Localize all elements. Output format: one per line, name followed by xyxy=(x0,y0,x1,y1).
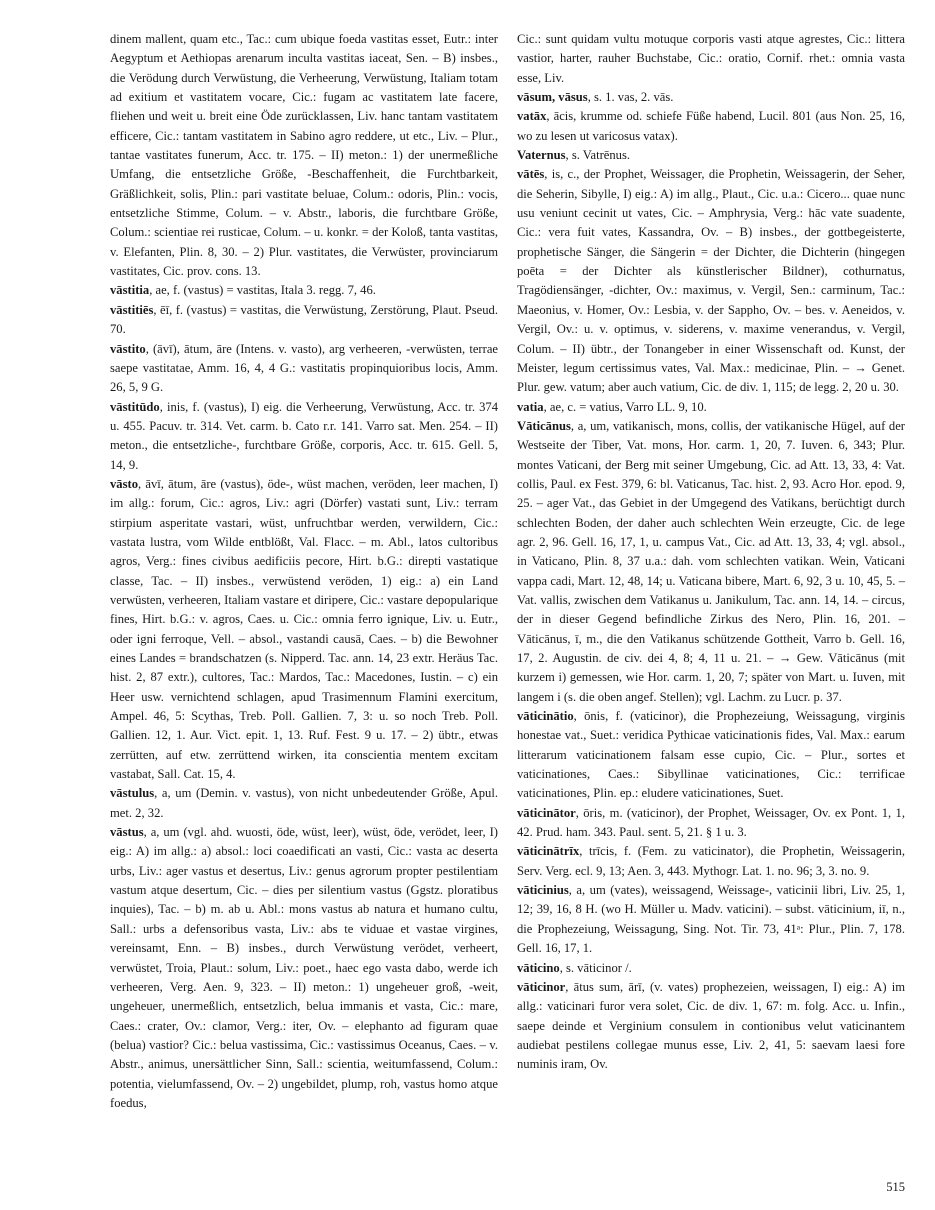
entry-text: , is, c., der Prophet, Weissager, die Prophetin, Weissagerin, der Seher, die Seherin, Sibylle, I) eig.: A) im allg., Plaut., Cic. u.a.: Cicero... quae nunc usu veniunt cecinit ut vates, Cic. – Amphrysia, Verg.: hāc vate suadente, Cic.: vera fuit vates, Kassandra, Ov. – B) insbes., der gottbegeisterte, prophetische Sänger, die Sängerin = der Dichter, die Dichterin (hingegen poēta = der Dichter als künstlerischer Bildner), cothurnatus, Tragödiensänger, -dichter, Ov.: maximus, v. Vergil, Sen.: carminum, Tac.: Maeonius, v. Homer, Ov.: Lesbia, v. der Sappho, Ov. – bes. v. Aeneidos, v. Vergil, Ov.: u. v. optimus, v. siderens, v. maxime venerandus, v. Vergil, Colum. – II) übtr., der Tonangeber in einer Wissenschaft od. Kunst, der Meister, legum certissimus vates, Val. Max.: medicinae, Plin. – → Genet. Plur. gew. vatum; aber auch vatium, Cic. de div. 1, 115; de legg. 2, 20 u. 30. xyxy=(517,167,905,395)
entry-text: , ōnis, f. (vaticinor), die Prophezeiung, Weissagung, virginis honestae vat., Suet.: veridica Pythicae vaticinationis fides, Val. Max.: earum litterarum vaticinationem falsam esse cupio, Cic. – Plur., sortes et vaticinationes, Caes.: Sibyllinae vaticinationes, Cic.: terrificae vaticinationes, Plin. ep.: eludere vaticinationes, Suet. xyxy=(517,709,905,801)
entry-headword: vāticinātio xyxy=(517,709,574,724)
dictionary-entry xyxy=(110,281,498,300)
entry-text: , ōris, m. (vaticinor), der Prophet, Weissager, Ov. ex Pont. 1, 1, 42. Prud. ham. 343. Paul. sent. 5, 21. § 1 u. 3. xyxy=(517,805,905,840)
entry-text: , ae, c. = vatius, Varro LL. 9, 10. xyxy=(543,399,707,414)
page-number: 515 xyxy=(886,1180,905,1194)
entry-text: , ae, f. (vastus) = vastitas, Itala 3. regg. 7, 46. xyxy=(149,283,376,298)
entry-text: Cic.: sunt quidam vultu motuque corporis vasti atque agrestes, Cic.: littera vastior, harter, rauher Buchstabe, Cic.: oratio, Cornif. rhet.: omnia vasta esse, Liv. xyxy=(517,32,905,85)
entry-text: , a, um (vgl. ahd. wuosti, öde, wüst, leer), wüst, öde, verödet, leer, I) eig.: A) im allg.: a) absol.: loci coaedificati an vasti, Cic.: vasta ac deserta urbs, Liv.: ager vastus et desertus, Liv.: genus agrorum propter pestilentiam vastum atque desertum, Cic. – dies per silentium vastus (Ggstz. ploratibus inquies), Tac. – b) m. ab u. Abl.: mons vastus ab natura et humano cultu, Sall.: urbs a defensoribus vasta, Liv.: abs te viduae et vastae virgines, vereinsamt, Enn. – B) insbes., durch Verwüstung verödet, verheert, verwüstet, Troia, Plaut.: solum, Liv.: poet., haec ego vasta dabo, werde ich verheeren, Verg. Aen. 9, 323. – II) meton.: 1) ungeheuer groß, -weit, ungeheuer, unermeßlich, entsetzlich, belua immanis et vasta, Cic.: mare, Caes.: crater, Ov.: clamor, Verg.: iter, Ov. – elephanto ad figuram quae (belua) vastior? Cic.: belua vastissima, Cic.: vastissimus Oceanus, Caes. – v. Abstr., animus, unersättlicher Sinn, Sall.: scientia, weitumfassend, Colum.: potentia, vielumfassend, Ov. – 2) ungebildet, plump, roh, vastus homo atque foedus, xyxy=(110,825,498,1110)
entry-headword: Vaternus xyxy=(517,148,566,163)
entry-text: , ātus sum, ārī, (v. vates) prophezeien, weissagen, I) eig.: A) im allg.: vaticinari furor vera solet, Cic. de div. 1, 67: m. folg. Acc. u. Infin., saepe deinde et Verginium consulem in contionibus velut vaticinantem audiebat pestilens collegae munus esse, Liv. 2, 41, 5: saevam laesi fore numinis iram, Ov. xyxy=(517,979,905,1072)
entry-headword: vāstus xyxy=(110,825,144,840)
dictionary-entry xyxy=(110,823,498,1113)
entry-headword: vatāx xyxy=(517,109,547,124)
dictionary-entry xyxy=(517,165,905,397)
entry-text: , a, um (Demin. v. vastus), von nicht unbedeutender Größe, Apul. met. 2, 32. xyxy=(110,786,498,820)
dictionary-entry xyxy=(517,842,905,881)
entry-headword: Vāticānus xyxy=(517,418,571,433)
left-column xyxy=(110,30,498,1113)
entry-headword: vāstitia xyxy=(110,283,150,298)
entry-headword: vāstitūdo xyxy=(110,399,160,414)
entry-text: , a, um, vatikanisch, mons, collis, der vatikanische Hügel, auf der Westseite der Tiber, Vat. mons, Hor. carm. 1, 20, 7. Iuven. 6, 343; Plur. montes Vaticani, der Berg mit seiner Umgebung, Cic. ad Att. 13, 33, 4: Vat. collis, Paul. ex Fest. 379, 6: bl. Vaticanus, Tac. hist. 2, 93. Acro Hor. epod. 9, 25. – ager Vat., das Gebiet in der Umgegend des Vatikans, berüchtigt durch schlechten Boden, der daher auch schlechten Wein erzeugte, Cic. de lege agr. 2, 96. Gell. 16, 17, 1, u. campus Vat., Cic. ad Att. 13, 33, 4; vgl. absol., in Vaticano, Plin. 8, 37 u.a.: dah. vom schlechten vatikan. Wein, Vaticani vappa cadi, Mart. 12, 48, 14; u. Vaticana bibere, Mart. 6, 92, 3 u. 10, 45, 5. – Vat. vallis, zwischen dem Vatikanus u. Janikulum, Tac. ann. 14, 14. – circus, der in dieser Gegend befindliche Zirkus des Nero, Plin. 16, 201. – Vāticānus, ī, m., die den Vatikanus schützende Gottheit, Varro b. Gell. 16, 17, 2. Augustin. de civ. dei 4, 8; 4, 11 u. 21. – → Gew. Vāticānus (mit kurzem i) gemessen, wie Hor. carm. 1, 20, 7; später von Mart. u. Iuven, mit langem i (s. die oben angef. Stellen); vgl. Lachm. zu Lucr. p. 37. xyxy=(517,418,905,704)
entry-text: dinem mallent, quam etc., Tac.: cum ubique foeda vastitas esset, Eutr.: inter Aegyptum et Aethiopas arenarum inculta vastitas iaceat, Sen. – B) insbes., die Verödung durch Verwüstung, die Verheerung, Verwüstung, Italiam totam ad exitium et vastitatem vocare, Cic.: fugam ac vastitatem late facere, fliehen und weit u. breit eine Öde zurücklassen, Liv. hanc tantam vastitatem efficere, Cic.: tantam vastitatem in Sabino agro reddere, ut etc., Liv. – Plur., tantae vastitates funerum, Acc. tr. 175. – II) meton.: 1) der unermeßliche Umfang, die entsetzliche Größe, -Beschaffenheit, die Furchtbarkeit, Gräßlichkeit, solis, Plin.: pari vastitate beluae, Colum.: odoris, Plin.: vocis, entsetzliche Stimme, Colum. – v. Abstr., laboris, die furchtbare Größe, Colum.: scientiae rei rusticae, Colum. – u. konkr. = der Koloß, tanta vastitas, v. Elefanten, Plin. 8, 30. – 2) Plur. vastitates, die Verwüster, provinciarum vastitates, Cic. prov. cons. 13. xyxy=(110,32,498,279)
dictionary-entry xyxy=(517,88,905,107)
dictionary-entry xyxy=(517,146,905,165)
entry-headword: vatia xyxy=(517,399,544,414)
dictionary-entry xyxy=(110,398,498,475)
entry-headword: vāticinātor xyxy=(517,805,576,820)
entry-text: , inis, f. (vastus), I) eig. die Verheerung, Verwüstung, Acc. tr. 374 u. 455. Pacuv. tr. 314. Vet. carm. b. Cato r.r. 141. Varro sat. Men. 254. – II) meton., die entsetzliche-, furchtbare Größe, corporis, Acc. tr. 615. Gell. 5, 14, 9. xyxy=(110,399,498,472)
entry-text: , s. vāticinor /. xyxy=(559,960,632,975)
dictionary-entry xyxy=(517,107,905,146)
entry-headword: vāsum, vāsus xyxy=(517,90,588,105)
dictionary-entry xyxy=(517,804,905,843)
entry-text: , āvī, ātum, āre (vastus), öde-, wüst machen, veröden, leer machen, I) im allg.: forum, Cic.: agros, Liv.: agri (Dörfer) vastati sunt, Liv.: terram stirpium asperitate vastari, wüst, unfruchtbar werden, verwildern, Cic.: vastata lustra, vom Wilde entblößt, Val. Flacc. – m. Abl., latos cultoribus agros, Verg.: fines civibus aedificiis pecore, Hirt. b.G.: direpti vastatique classe, Tac. – II) insbes., verwüstend veröden, 1) eig.: a) ein Land verwüsten, verheeren, Italiam vastare et diripere, Cic.: vastare depopularique fines, Hirt. b.G.: v. agros, Caes. u. Cic.: omnia ferro ignique, Liv. u. Eutr., oder igni ferroque, Vell. – absol., vastandi causā, Caes. – b) die Bewohner eines Landes = brandschatzen (s. Nipperd. Tac. ann. 14, 23 extr. Heräus Tac. hist. 2, 87 extr.), cultores, Tac.: Mardos, Tac.: Macedones, Iustin. – c) ein Heer usw. vernichtend schlagen, apud Trasimennum Flamini exercitum, Ampel. 46, 5: Scythas, Treb. Poll. Gallien. 7, 3: u. so noch Treb. Poll. Gallien. 12, 1. Aur. Vict. epit. 1, 13. Ruf. Fest. 9 u. 17. – 2) übtr., etwas zerrütten, auf etw. zerrüttend wirken, ita conscientia mentem excitam vastabat, Sall. Cat. 15, 4. xyxy=(110,476,498,782)
entry-text: , s. 1. vas, 2. vās. xyxy=(587,90,674,105)
dictionary-entry xyxy=(517,881,905,958)
dictionary-entry xyxy=(517,398,905,417)
dictionary-entry xyxy=(110,30,498,281)
entry-text: , ācis, krumme od. schiefe Füße habend, Lucil. 801 (aus Non. 25, 16, wo zu lesen ut varicosus vatax). xyxy=(517,109,905,143)
dictionary-entry xyxy=(517,707,905,804)
entry-headword: vāticinor xyxy=(517,979,566,994)
dictionary-entry xyxy=(517,959,905,978)
entry-headword: vāsto xyxy=(110,476,138,491)
dictionary-entry xyxy=(517,978,905,1075)
right-column xyxy=(517,30,905,1075)
dictionary-entry xyxy=(517,417,905,707)
entry-headword: vāticinātrīx xyxy=(517,844,580,859)
entry-text: , ēī, f. (vastus) = vastitas, die Verwüstung, Zerstörung, Plaut. Pseud. 70. xyxy=(110,302,498,337)
entry-headword: vāstulus xyxy=(110,786,155,801)
entry-headword: vātēs xyxy=(517,167,545,182)
entry-headword: vāticinius xyxy=(517,883,569,898)
entry-headword: vāstitiēs xyxy=(110,302,154,317)
entry-headword: vāticino xyxy=(517,960,560,975)
dictionary-entry xyxy=(517,30,905,88)
entry-text: , a, um (vates), weissagend, Weissage-, vaticinii libri, Liv. 25, 1, 12; 39, 16, 8 H. (wo H. Müller u. Madv. vaticini). – subst. vāticinium, iī, n., die Prophezeiung, Weissagung, Sing. Not. Tir. 73, 41ᵃ: Plur., Plin. 7, 178. Gell. 16, 17, 1. xyxy=(517,883,905,956)
dictionary-entry xyxy=(110,340,498,398)
dictionary-entry xyxy=(110,475,498,785)
entry-headword: vāstito xyxy=(110,341,146,356)
dictionary-entry xyxy=(110,784,498,823)
entry-text: , trīcis, f. (Fem. zu vaticinator), die Prophetin, Weissagerin, Serv. Verg. ecl. 9, 13; Aen. 3, 443. Mythogr. Lat. 1. no. 96; 3, 3. no. 9. xyxy=(517,844,905,878)
entry-text: , (āvī), ātum, āre (Intens. v. vasto), arg verheeren, -verwüsten, terrae saepe vastitatae, Amm. 16, 4, 4 G.: vastitatis propinquioribus locis, Amm. 26, 5, 9 G. xyxy=(110,341,498,395)
entry-text: , s. Vatrēnus. xyxy=(565,148,631,163)
dictionary-entry xyxy=(110,301,498,340)
